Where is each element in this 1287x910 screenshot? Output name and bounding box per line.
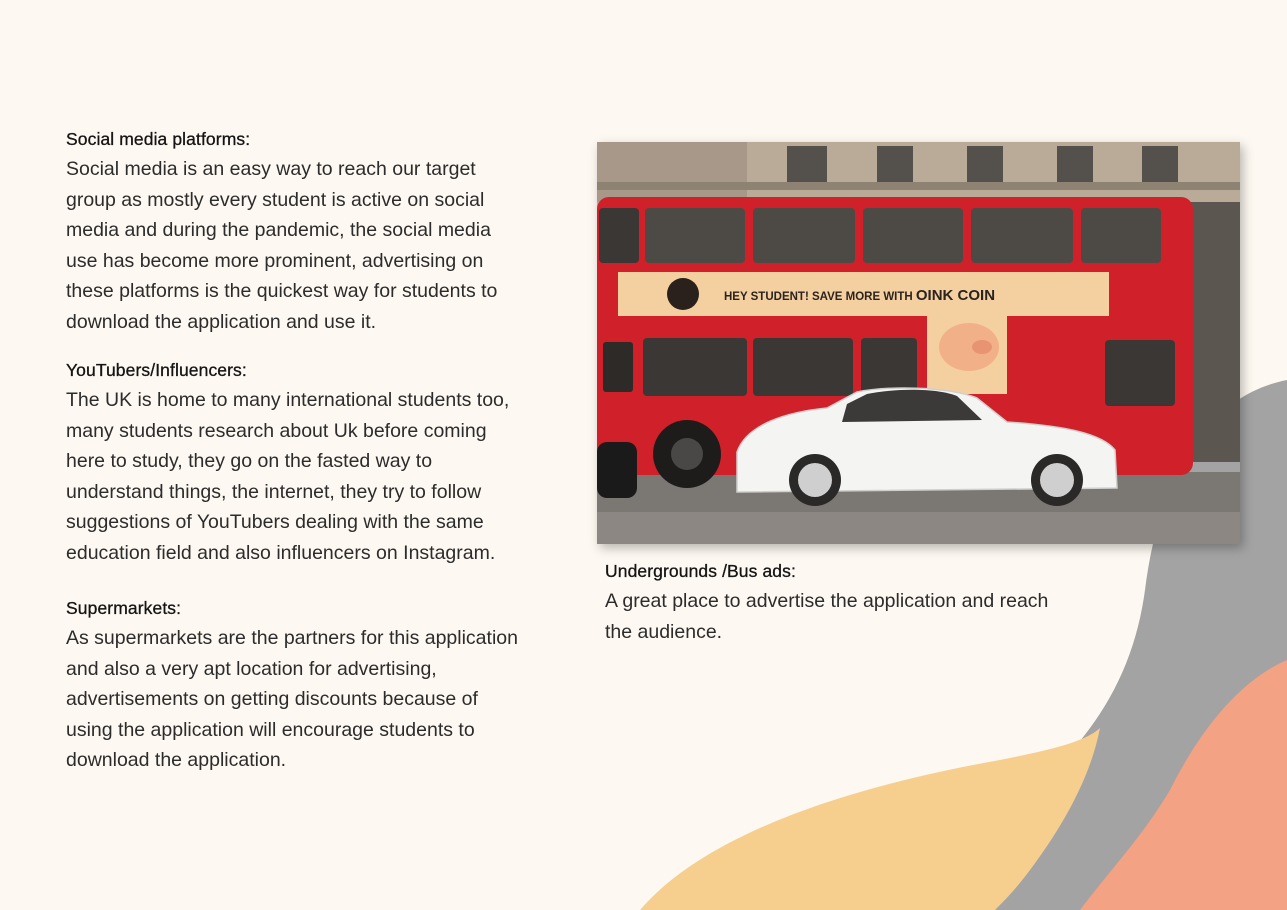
- section-bus-ads: [605, 561, 1105, 647]
- building-ledge: [597, 182, 1240, 190]
- body-line: suggestions of YouTubers dealing with the same: [66, 511, 484, 534]
- body-line: many students research about Uk before coming: [66, 419, 487, 442]
- dark-car: [597, 442, 637, 498]
- body-line: download the application and use it.: [66, 310, 377, 333]
- bus-ad-photo: [597, 142, 1240, 544]
- body-line: these platforms is the quickest way for students to: [66, 280, 498, 303]
- bus-window: [603, 342, 633, 392]
- section-heading: YouTubers/Influencers:: [66, 360, 247, 380]
- bus-window: [643, 338, 747, 396]
- section-body: [66, 623, 566, 776]
- piggy-snout: [972, 340, 992, 354]
- bus-window: [753, 338, 853, 396]
- body-line: education field and also influencers on Instagram.: [66, 541, 496, 564]
- section-social-media: [66, 129, 566, 338]
- building-window: [1142, 146, 1178, 188]
- ad-text: HEY STUDENT! SAVE MORE WITH: [724, 291, 916, 303]
- body-line: the audience.: [605, 620, 723, 643]
- building-window: [967, 146, 1003, 188]
- section-heading: Supermarkets:: [66, 598, 182, 618]
- car-rim: [1040, 463, 1074, 497]
- building-window: [877, 146, 913, 188]
- body-line: use has become more prominent, advertising on: [66, 249, 484, 272]
- building-window: [1057, 146, 1093, 188]
- bus-illustration: [597, 142, 1240, 544]
- body-line: Social media is an easy way to reach our target: [66, 158, 476, 180]
- body-line: using the application will encourage students to: [66, 718, 475, 741]
- body-line: As supermarkets are the partners for this application: [66, 627, 518, 649]
- pavement: [597, 512, 1240, 544]
- bus-hub: [671, 438, 703, 470]
- body-line: media and during the pandemic, the social media: [66, 219, 491, 242]
- bus-window: [599, 208, 639, 263]
- section-youtubers: [66, 360, 566, 569]
- right-building: [1187, 202, 1240, 462]
- car-rim: [798, 463, 832, 497]
- bus-window: [753, 208, 855, 263]
- body-line: download the application.: [66, 749, 287, 772]
- section-body: [605, 586, 1105, 647]
- bus-window: [645, 208, 745, 263]
- body-line: understand things, the internet, they try to follow: [66, 480, 482, 503]
- section-body: [66, 385, 566, 569]
- bus-window: [1105, 340, 1175, 406]
- body-line: A great place to advertise the application and reach: [605, 590, 1049, 612]
- coin-logo: [667, 278, 699, 310]
- body-line: The UK is home to many international students too,: [66, 389, 510, 411]
- section-heading: Undergrounds /Bus ads:: [605, 561, 796, 581]
- bus-window: [1081, 208, 1161, 263]
- body-line: and also a very apt location for advertising,: [66, 657, 437, 680]
- bus-window: [861, 338, 917, 396]
- section-heading: Social media platforms:: [66, 129, 251, 149]
- body-line: advertisements on getting discounts because of: [66, 688, 478, 711]
- bus-window: [971, 208, 1073, 263]
- ornate-building: [597, 142, 747, 202]
- building-window: [787, 146, 827, 188]
- section-supermarkets: [66, 598, 566, 776]
- section-body: [66, 154, 566, 338]
- body-line: group as mostly every student is active on social: [66, 188, 485, 211]
- body-line: here to study, they go on the fasted way to: [66, 450, 433, 473]
- ad-brand: OINK COIN: [915, 287, 996, 304]
- bus-window: [863, 208, 963, 263]
